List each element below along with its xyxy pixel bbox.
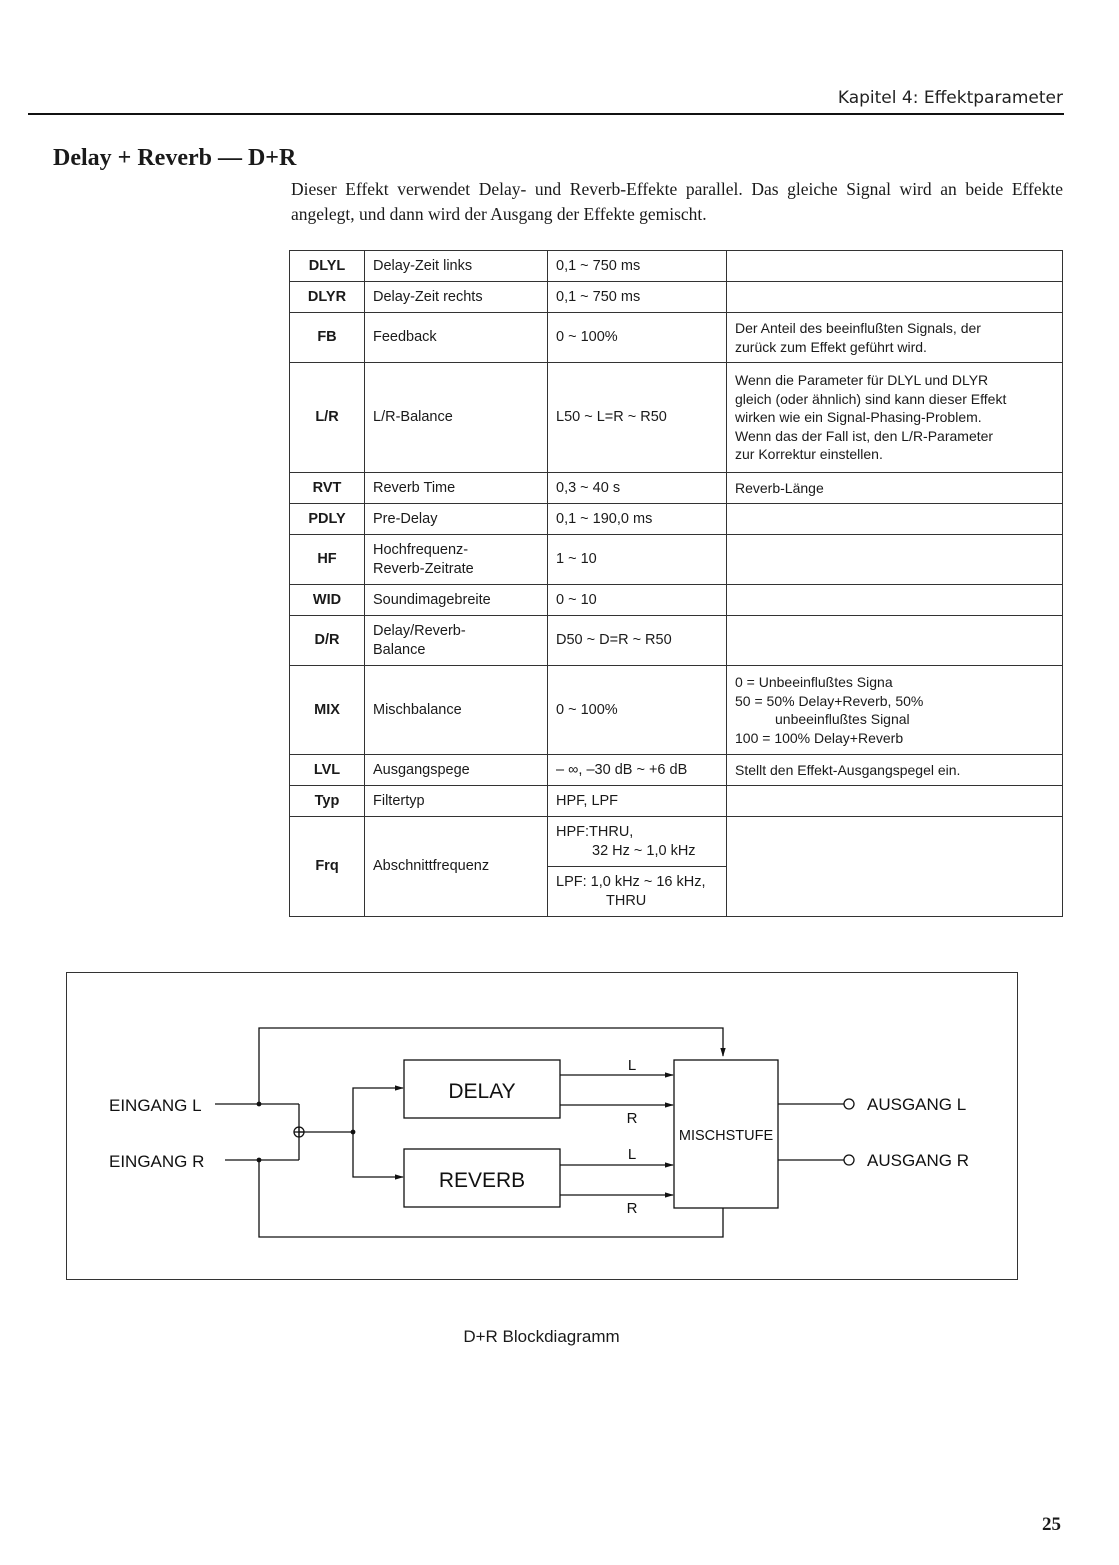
param-note <box>727 535 1063 585</box>
table-row <box>290 535 1063 585</box>
table-row <box>290 755 1063 786</box>
param-note <box>727 817 1063 917</box>
delay-l-channel-label: L <box>627 1057 637 1074</box>
delay-r-channel-label: R <box>626 1110 638 1127</box>
param-range: HPF, LPF <box>548 786 727 817</box>
param-code: L/R <box>290 363 365 473</box>
mixer-label: MISCHSTUFE <box>678 1128 774 1144</box>
delay-label: DELAY <box>448 1080 516 1103</box>
param-name: Abschnittfrequenz <box>365 817 548 917</box>
param-range: 0,3 ~ 40 s <box>548 473 727 504</box>
param-note <box>727 504 1063 535</box>
param-range: LPF: 1,0 kHz ~ 16 kHz, THRU <box>548 867 727 917</box>
table-row <box>290 363 1063 473</box>
param-name: Soundimagebreite <box>365 585 548 616</box>
param-range: 1 ~ 10 <box>548 535 727 585</box>
chapter-header: Kapitel 4: Effektparameter <box>837 88 1063 108</box>
block-diagram <box>66 972 1018 1280</box>
param-range: D50 ~ D=R ~ R50 <box>548 616 727 666</box>
intro-paragraph: Dieser Effekt verwendet Delay- und Reverb-Effekte parallel. Das gleiche Signal wird an beide Effekte angelegt, und dann wird der Ausgang der Effekte gemischt. <box>291 179 1063 224</box>
parameter-table <box>289 250 1063 917</box>
param-name: Delay-Zeit rechts <box>365 282 548 313</box>
param-name: Reverb Time <box>365 473 548 504</box>
param-code: WID <box>290 585 365 616</box>
param-range: – ∞, –30 dB ~ +6 dB <box>548 755 727 786</box>
param-code: Typ <box>290 786 365 817</box>
param-code: Frq <box>290 817 365 917</box>
param-code: HF <box>290 535 365 585</box>
param-code: D/R <box>290 616 365 666</box>
param-name: Filtertyp <box>365 786 548 817</box>
param-range: 0,1 ~ 750 ms <box>548 251 727 282</box>
param-code: DLYL <box>290 251 365 282</box>
output-r-jack-icon <box>844 1155 854 1165</box>
param-range: 0,1 ~ 750 ms <box>548 282 727 313</box>
input-l-label: EINGANG L <box>109 1096 202 1115</box>
diagram-caption: D+R Blockdiagramm <box>463 1327 620 1346</box>
param-range: 0 ~ 100% <box>548 313 727 363</box>
param-note <box>727 616 1063 666</box>
param-range: 0 ~ 10 <box>548 585 727 616</box>
param-name: Delay-Zeit links <box>365 251 548 282</box>
to-delay-line <box>353 1088 403 1132</box>
param-range: 0 ~ 100% <box>548 666 727 755</box>
table-row <box>290 313 1063 363</box>
param-note: 0 = Unbeeinflußtes Signa 50 = 50% Delay+Reverb, 50% unbeeinflußtes Signal 100 = 100% Delay+Reverb <box>727 666 1063 755</box>
param-note: Wenn die Parameter für DLYL und DLYR gleich (oder ähnlich) sind kann dieser Effekt wirken wie ein Signal-Phasing-Problem. Wenn das der Fall ist, den L/R-Parameter zur Korrektur einstellen. <box>727 363 1063 473</box>
param-range: HPF:THRU, 32 Hz ~ 1,0 kHz <box>548 817 727 867</box>
page-number: 25 <box>1042 1514 1061 1535</box>
param-note <box>727 786 1063 817</box>
to-reverb-line <box>353 1132 403 1177</box>
header-rule <box>28 113 1064 115</box>
param-name: Feedback <box>365 313 548 363</box>
reverb-l-channel-label: L <box>627 1146 637 1163</box>
junction-dot <box>351 1130 356 1135</box>
reverb-r-channel-label: R <box>626 1200 638 1217</box>
junction-dot <box>257 1158 262 1163</box>
table-row <box>290 251 1063 282</box>
output-r-label: AUSGANG R <box>867 1151 970 1170</box>
param-name: Delay/Reverb- Balance <box>365 616 548 666</box>
table-row <box>290 504 1063 535</box>
param-range: 0,1 ~ 190,0 ms <box>548 504 727 535</box>
table-row <box>290 585 1063 616</box>
param-note: Stellt den Effekt-Ausgangspegel ein. <box>727 755 1063 786</box>
param-code: FB <box>290 313 365 363</box>
output-l-jack-icon <box>844 1099 854 1109</box>
table-row <box>290 473 1063 504</box>
table-row <box>290 282 1063 313</box>
section-title: Delay + Reverb — D+R <box>53 145 297 171</box>
table-row <box>290 616 1063 666</box>
param-name: Ausgangspege <box>365 755 548 786</box>
param-note <box>727 251 1063 282</box>
param-code: DLYR <box>290 282 365 313</box>
param-name: Mischbalance <box>365 666 548 755</box>
param-note: Der Anteil des beeinflußten Signals, der zurück zum Effekt geführt wird. <box>727 313 1063 363</box>
junction-dot <box>257 1102 262 1107</box>
output-l-label: AUSGANG L <box>867 1095 967 1114</box>
param-name: Pre-Delay <box>365 504 548 535</box>
param-code: LVL <box>290 755 365 786</box>
block-diagram-svg <box>67 973 1017 1279</box>
param-note: Reverb-Länge <box>727 473 1063 504</box>
param-code: MIX <box>290 666 365 755</box>
param-note <box>727 585 1063 616</box>
param-name: L/R-Balance <box>365 363 548 473</box>
table-row <box>290 817 1063 867</box>
param-code: RVT <box>290 473 365 504</box>
param-code: PDLY <box>290 504 365 535</box>
param-range: L50 ~ L=R ~ R50 <box>548 363 727 473</box>
input-r-label: EINGANG R <box>109 1152 205 1171</box>
param-name: Hochfrequenz- Reverb-Zeitrate <box>365 535 548 585</box>
table-row <box>290 666 1063 755</box>
param-note <box>727 282 1063 313</box>
reverb-label: REVERB <box>438 1169 526 1192</box>
table-row <box>290 786 1063 817</box>
